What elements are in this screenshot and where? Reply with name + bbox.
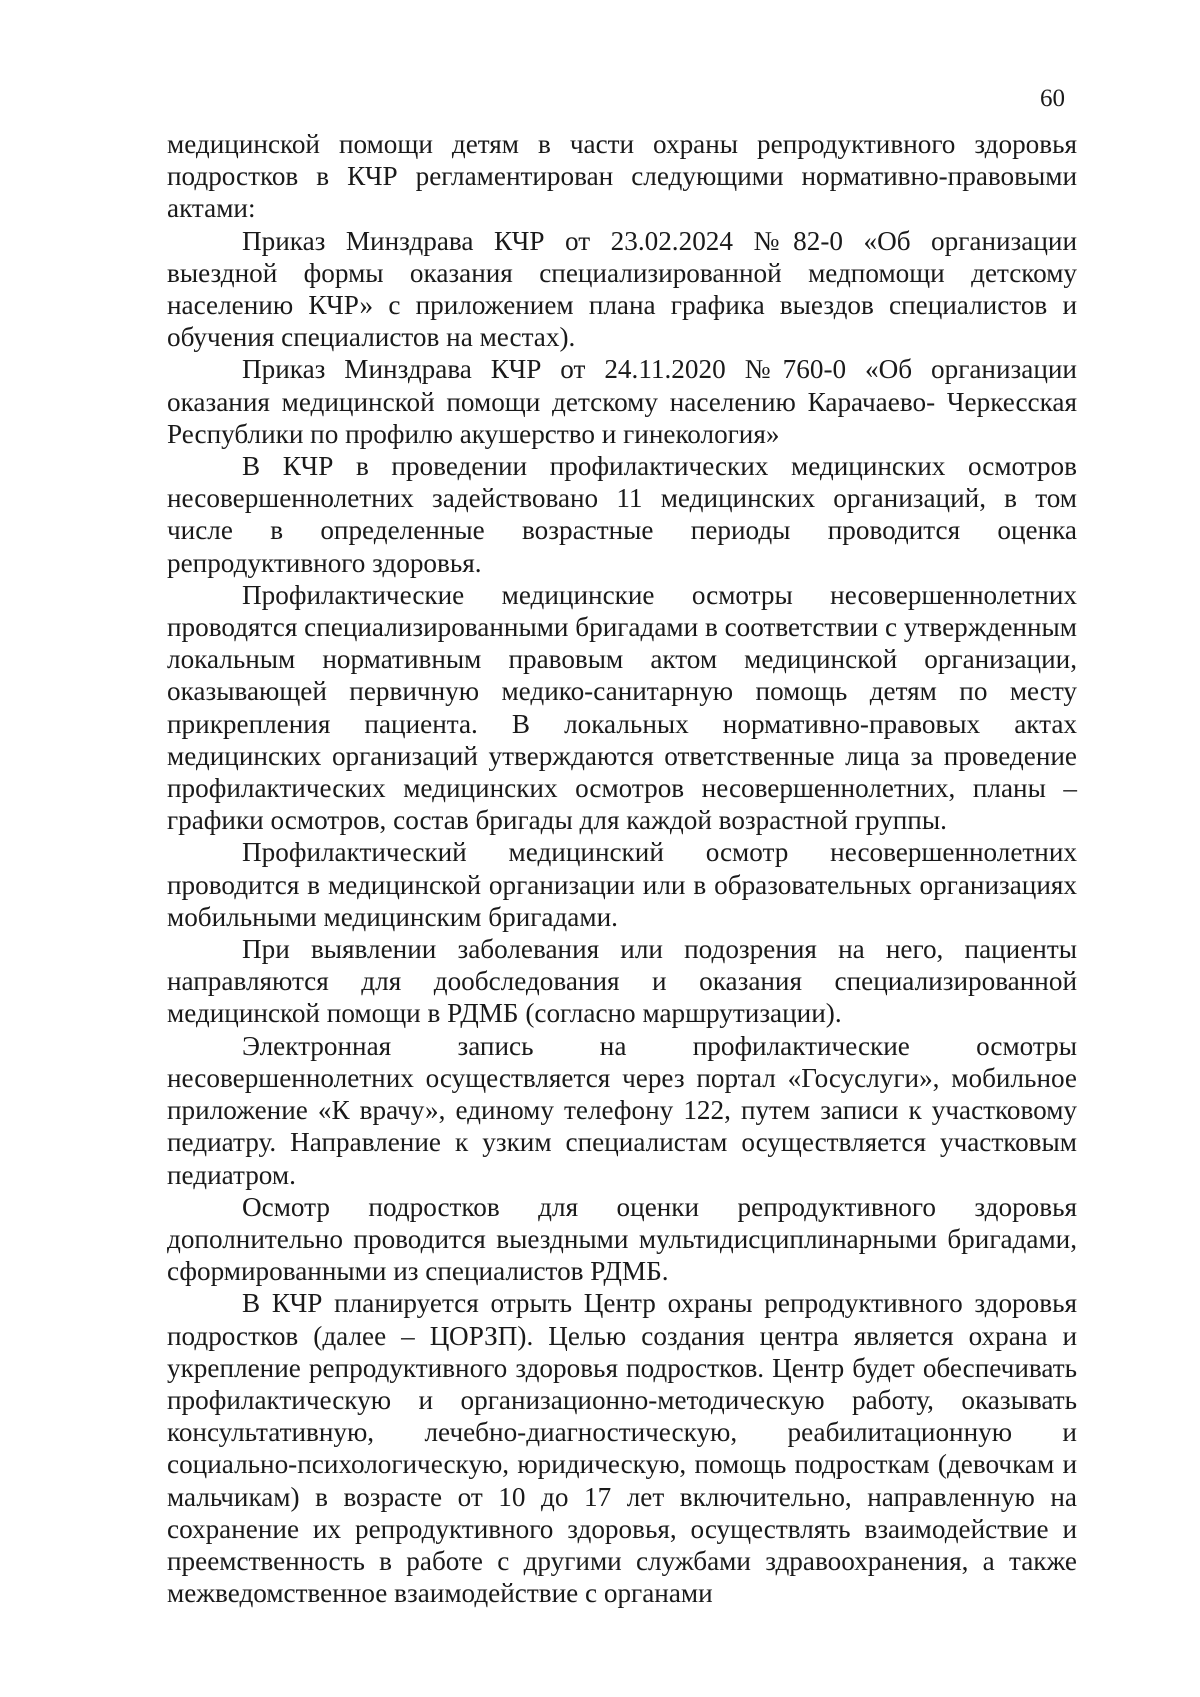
paragraph-continuation: медицинской помощи детям в части охраны репродуктивного здоровья подростков в КЧР регламентирован следующими нормативно-правовыми актами:: [167, 129, 1077, 224]
paragraph-reproductive-health-center: В КЧР планируется отрыть Центр охраны репродуктивного здоровья подростков (далее – ЦОРЗП). Целью создания центра является охрана и укрепление репродуктивного здоровья подростков. Центр будет обеспечивать профилактическую и организационно-методическую работу, оказывать консультативную, лечебно-диагностическую, реабилитационную и социально-психологическую, юридическую, помощь подросткам (девочкам и мальчикам) в возрасте от 10 до 17 лет включительно, направленную на сохранение их репродуктивного здоровья, осуществлять взаимодействие и преемственность в работе с другими службами здравоохранения, а также межведомственное взаимодействие с органами: [167, 1288, 1077, 1609]
paragraph-order-82: Приказ Минздрава КЧР от 23.02.2024 №82-0 «Об организации выездной формы оказания специализированной медпомощи детскому населению КЧР» с приложением плана графика выездов специалистов и обучения специалистов на местах).: [167, 225, 1077, 353]
paragraph-order-760: Приказ Минздрава КЧР от 24.11.2020 №760-0 «Об организации оказания медицинской помощи детскому населению Карачаево- Черкесская Республики по профилю акушерство и гинекология»: [167, 354, 1077, 449]
paragraph-disease-detection: При выявлении заболевания или подозрения на него, пациенты направляются для дообследования и оказания специализированной медицинской помощи в РДМБ (согласно маршрутизации).: [167, 934, 1077, 1029]
paragraph-electronic-registration: Электронная запись на профилактические осмотры несовершеннолетних осуществляется через портал «Госуслуги», мобильное приложение «К врачу», единому телефону 122, путем записи к участковому педиатру. Направление к узким специалистам осуществляется участковым педиатром.: [167, 1030, 1077, 1190]
paragraph-specialized-brigades: Профилактические медицинские осмотры несовершеннолетних проводятся специализированными бригадами в соответствии с утвержденным локальным нормативным правовым актом медицинской организации, оказывающей первичную медико-санитарную помощь детям по месту прикрепления пациента. В локальных нормативно-правовых актах медицинских организаций утверждаются ответственные лица за проведение профилактических медицинских осмотров несовершеннолетних, планы – графики осмотров, состав бригады для каждой возрастной группы.: [167, 579, 1077, 836]
page-number: 60: [1040, 85, 1065, 112]
paragraph-medical-organizations: В КЧР в проведении профилактических медицинских осмотров несовершеннолетних задействовано 11 медицинских организаций, в том числе в определенные возрастные периоды проводится оценка репродуктивного здоровья.: [167, 451, 1077, 578]
body-text: [167, 128, 1077, 1609]
paragraph-mobile-brigades: Профилактический медицинский осмотр несовершеннолетних проводится в медицинской организации или в образовательных организациях мобильными медицинским бригадами.: [167, 837, 1077, 932]
paragraph-adolescent-examination: Осмотр подростков для оценки репродуктивного здоровья дополнительно проводится выездными мультидисциплинарными бригадами, сформированными из специалистов РДМБ.: [167, 1191, 1077, 1287]
